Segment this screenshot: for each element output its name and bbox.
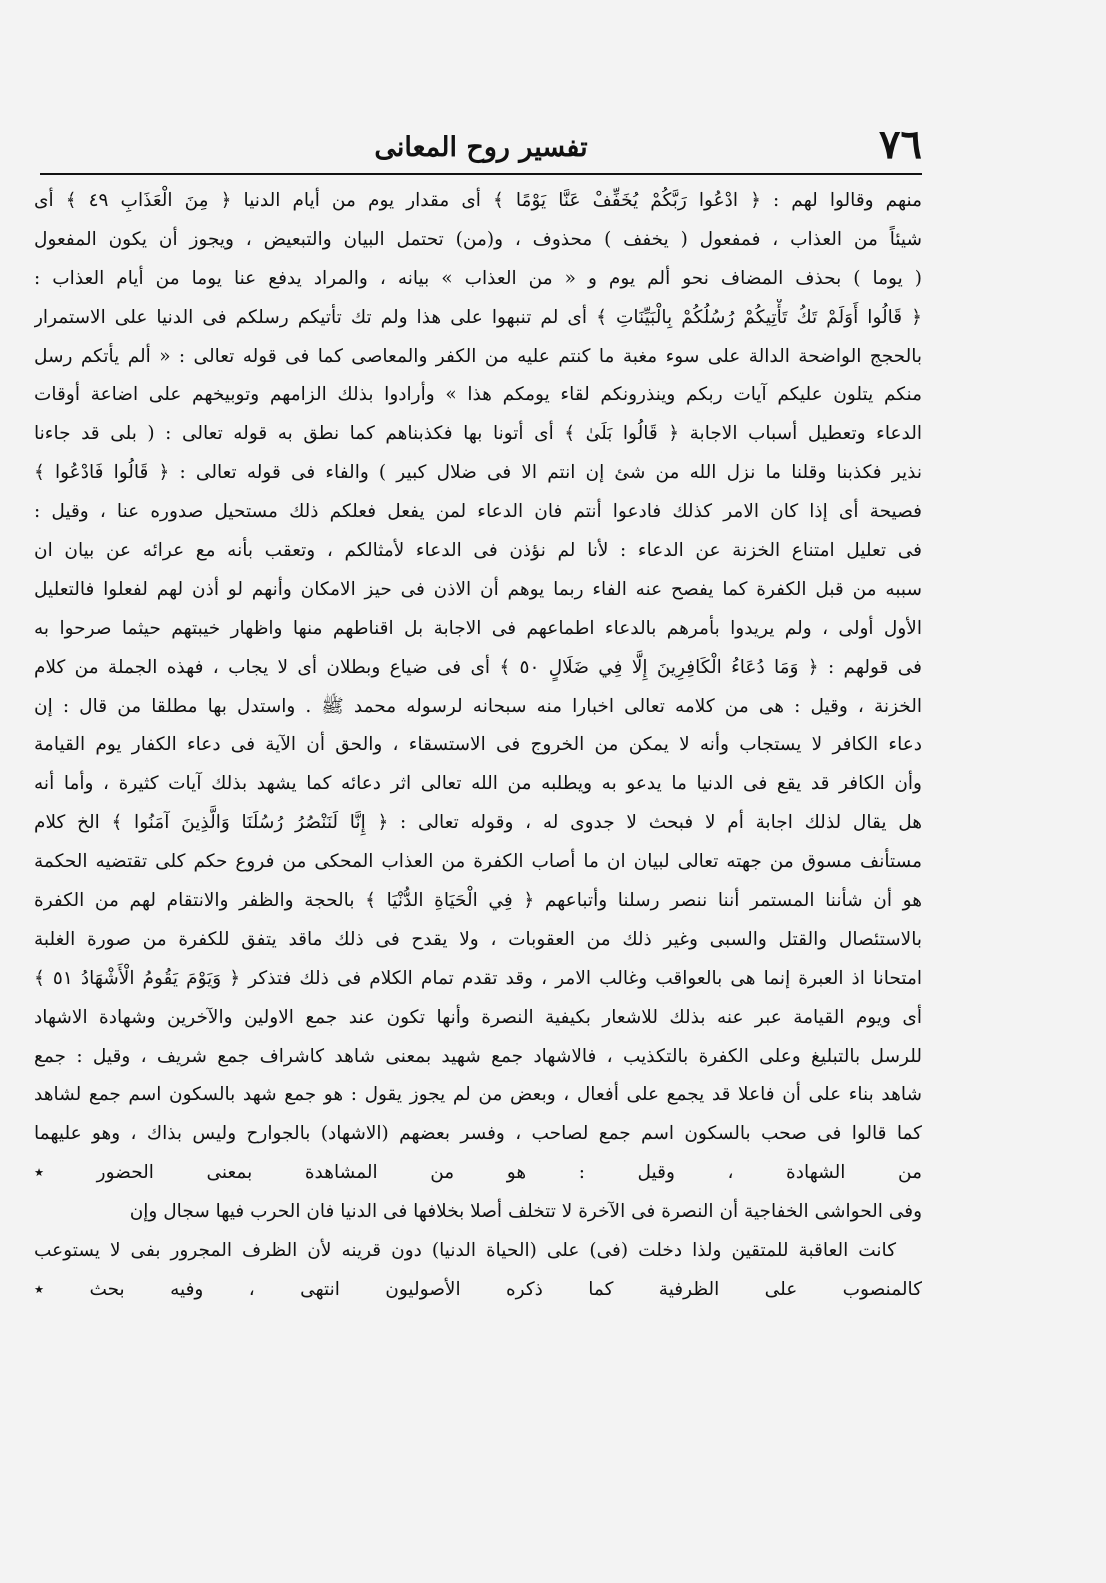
text-line: ( يوما ) بحذف المضاف نحو ألم يوم و « من العذاب » بيانه ، والمراد يدفع عنا يوما من أيام العذاب : xyxy=(34,267,922,289)
text-line: سببه من قبل الكفرة كما يفصح عنه الفاء ربما يوهم أن الاذن فى حيز الامكان وأنهم لو أذن لهم لفعلوا فالتعليل xyxy=(34,578,922,600)
text-line: وفى الحواشى الخفاجية أن النصرة فى الآخرة لا تتخلف أصلا بخلافها فى الدنيا فان الحرب فيها سجال وإن xyxy=(129,1201,922,1223)
text-line: وأن الكافر قد يقع فى الدنيا ما يدعو به ويطلبه من الله تعالى اثر دعائه كما يشهد بذلك آيات كثيرة ، وأما أنه xyxy=(34,773,922,795)
text-line xyxy=(34,1310,922,1349)
text-line: امتحانا اذ العبرة إنما هى بالعواقب وغالب الامر ، وقد تقدم تمام الكلام فى ذلك فتذكر ﴿ وَيَوْمَ يَقُومُ الْأَشْهَادُ ٥١ ﴾ xyxy=(34,967,922,989)
text-line: الدعاء وتعطيل أسباب الاجابة ﴿ قَالُوا بَلَىٰ ﴾ أى أتونا بها فكذبناهم كما نطق به قوله تعالى : ( بلى قد جاءنا xyxy=(34,423,922,445)
text-line: منكم يتلون عليكم آيات ربكم وينذرونكم لقاء يومكم هذا » وأرادوا بذلك الزامهم وتوبيخهم على اضاعة أوقات xyxy=(34,384,922,406)
text-line: كما قالوا فى صحب بالسكون اسم جمع لصاحب ، وفسر بعضهم (الاشهاد) بالجوارح وليس بذاك ، وهو عليهما xyxy=(34,1123,922,1145)
text-line: ﴿ قَالُوا أَوَلَمْ تَكُ تَأْتِيكُمْ رُسُلُكُمْ بِالْبَيِّنَاتِ ﴾ أى لم تنبهوا على هذا ولم تك تأتيكم رسلكم فى الدنيا على الاستمرار xyxy=(34,306,922,328)
commentary-text xyxy=(34,182,922,1349)
text-line: كانت العاقبة للمتقين ولذا دخلت (فى) على (الحياة الدنيا) دون قرينه لأن الظرف المجرور بفى لا يستوعب xyxy=(34,1240,896,1262)
text-line: فى تعليل امتناع الخزنة عن الدعاء : لأنا لم نؤذن فى الدعاء لأمثالكم ، وتعقب بأنه مع عرائه عن بيان ان xyxy=(34,540,922,562)
text-line: هل يقال لذلك اجابة أم لا فبحث لا جدوى له ، وقوله تعالى : ﴿ إِنَّا لَنَنْصُرُ رُسُلَنَا وَالَّذِينَ آمَنُوا ﴾ الخ كلام xyxy=(34,812,922,834)
text-line: من الشهادة ، وقيل : هو من المشاهدة بمعنى الحضور ٭ xyxy=(34,1162,922,1184)
text-line: بالاستئصال والقتل والسبى وغير ذلك من العقوبات ، ولا يقدح فى ذلك ماقد يتفق للكفرة من صورة الغلبة xyxy=(34,928,922,950)
text-line: فصيحة أى إذا كان الامر كذلك فادعوا أنتم فان الدعاء لمن يفعل فعلكم ذلك مستحيل صدوره عنا ، وقيل : xyxy=(34,501,922,523)
page-title: تفسير روح المعانى xyxy=(374,132,588,163)
text-line: دعاء الكافر لا يستجاب وأنه لا يمكن من الخروج فى الاستسقاء ، والحق أن الآية فى دعاء الكفار يوم القيامة xyxy=(34,734,922,756)
text-line: نذير فكذبنا وقلنا ما نزل الله من شئ إن انتم الا فى ضلال كبير ) والفاء فى قوله تعالى : ﴿ قَالُوا فَادْعُوا ﴾ xyxy=(34,462,922,484)
text-line: شاهد بناء على أن فاعلا قد يجمع على أفعال ، وبعض من لم يجوز يقول : هو جمع شهد بالسكون اسم جمع لشاهد xyxy=(34,1084,922,1106)
text-line: أى ويوم القيامة عبر عنه بذلك للاشعار بكيفية النصرة وأنها تكون عند جمع الاولين والآخرين وشهادة الاشهاد xyxy=(34,1006,922,1028)
header-rule xyxy=(40,173,922,175)
text-line: شيئاً من العذاب ، فمفعول ( يخفف ) محذوف ، و(من) تحتمل البيان والتبعيض ، ويجوز أن يكون المفعول xyxy=(34,228,922,250)
text-line: بالحجج الواضحة الدالة على سوء مغبة ما كنتم عليه من الكفر والمعاصى كما فى قوله تعالى : « ألم يأتكم رسل xyxy=(34,345,922,367)
text-line: هو أن شأننا المستمر أننا ننصر رسلنا وأتباعهم ﴿ فِي الْحَيَاةِ الدُّنْيَا ﴾ بالحجة والظفر والانتقام لهم من الكفرة xyxy=(34,890,922,912)
text-line: كالمنصوب على الظرفية كما ذكره الأصوليون انتهى ، وفيه بحث ٭ xyxy=(34,1278,922,1300)
text-line: فى قولهم : ﴿ وَمَا دُعَاءُ الْكَافِرِينَ إِلَّا فِي ضَلَالٍ ٥٠ ﴾ أى فى ضياع وبطلان أى لا يجاب ، فهذه الجملة من كلام xyxy=(34,656,922,678)
text-line: مستأنف مسوق من جهته تعالى لبيان ان ما أصاب الكفرة من العذاب المحكى من فروع حكم كلى تقتضيه الحكمة xyxy=(34,851,922,873)
text-line: الأول أولى ، ولم يريدوا بأمرهم بالدعاء اطماعهم فى الاجابة بل اقناطهم منها واظهار خيبتهم حيثما صرحوا به xyxy=(34,617,922,639)
text-line: منهم وقالوا لهم : ﴿ ادْعُوا رَبَّكُمْ يُخَفِّفْ عَنَّا يَوْمًا ﴾ أى مقدار يوم من أيام الدنيا ﴿ مِنَ الْعَذَابِ ٤٩ ﴾ أى xyxy=(34,190,922,211)
page-number: ٧٦ xyxy=(879,121,922,168)
page-header xyxy=(40,121,922,170)
text-line: للرسل بالتبليغ وعلى الكفرة بالتكذيب ، فالاشهاد جمع شهيد بمعنى شاهد كاشراف جمع شريف ، وقيل : جمع xyxy=(34,1045,922,1067)
text-line: الخزنة ، وقيل : هى من كلامه تعالى اخبارا منه سبحانه لرسوله محمد ﷺ . واستدل بها مطلقا من قال : إن xyxy=(34,695,922,717)
